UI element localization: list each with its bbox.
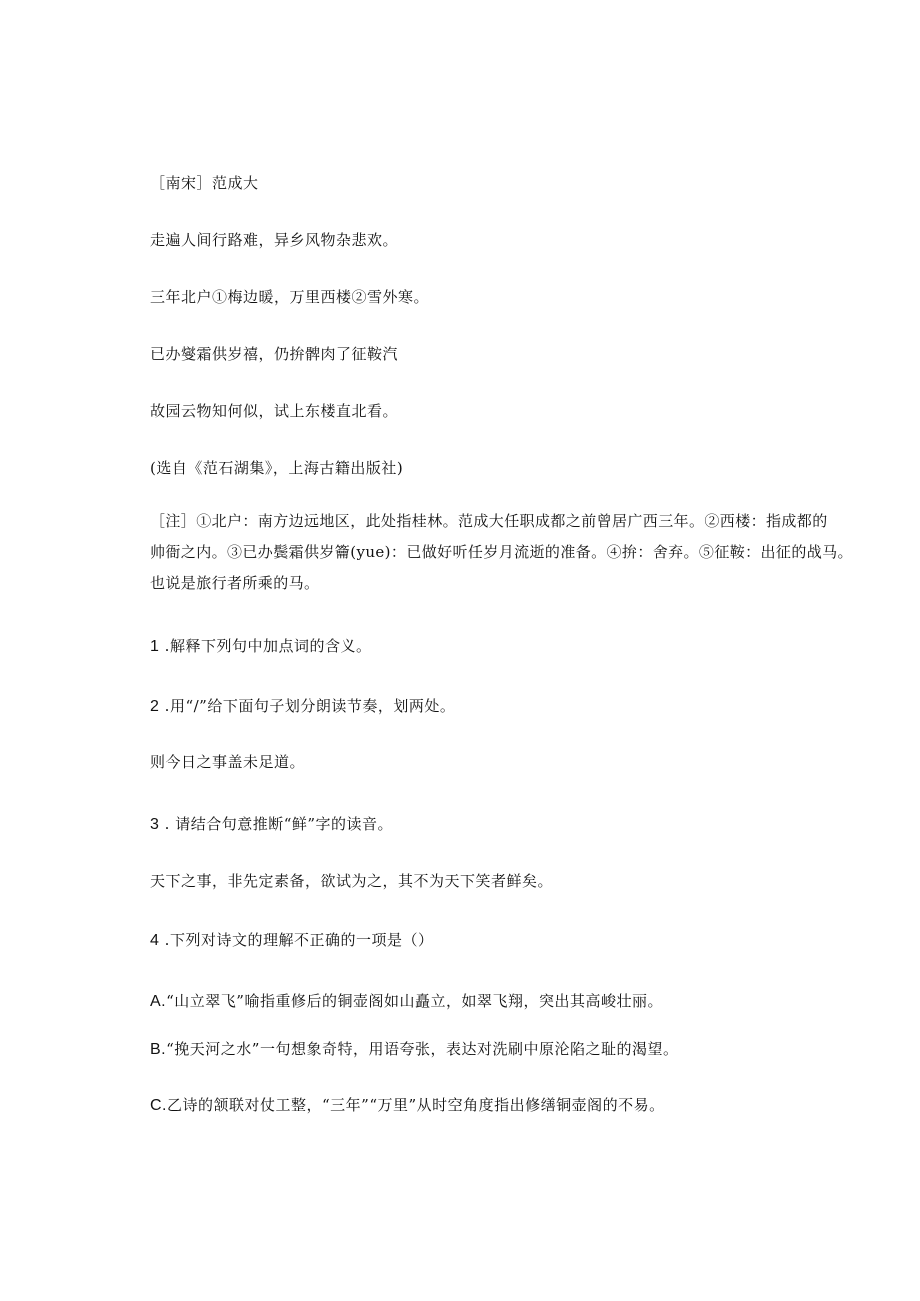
question-text: .用“/”给下面句子划分朗读节奏，划两处。 [159, 697, 456, 715]
question-text: .解释下列句中加点词的含义。 [159, 637, 372, 655]
question-number: 1 [150, 638, 160, 655]
option-text: “山立翠飞”喻指重修后的铜壶阁如山矗立，如翠飞翔，突出其高峻壮丽。 [166, 992, 663, 1010]
option-letter: A. [150, 993, 167, 1010]
question-number: 4 [150, 932, 160, 949]
note-line-1: ［注］①北户：南方边远地区，此处指桂林。范成大任职成都之前曾居广西三年。②西楼：指成都的 [150, 512, 828, 530]
annotation-notes [150, 506, 853, 599]
option-a [150, 991, 663, 1012]
option-letter: B. [150, 1041, 167, 1058]
option-text: 乙诗的颔联对仗工整，“三年”“万里”从时空角度指出修缮铜壶阁的不易。 [167, 1096, 665, 1114]
poem-line-1: 走遍人间行路难，异乡风物杂悲欢。 [150, 231, 399, 249]
note-line-2: 帅衙之内。③已办鬓霜供岁籥(yue)：已做好听任岁月流逝的准备。④拚：舍弃。⑤征鞍：出征的战马。 [150, 543, 853, 561]
question-2 [150, 696, 455, 717]
question-3-sentence: 天下之事，非先定素备，欲试为之，其不为天下笑者鲜矣。 [150, 872, 554, 890]
poem-line-4: 故园云物知何似，试上东楼直北看。 [150, 402, 399, 420]
option-b [150, 1039, 678, 1060]
question-number: 2 [150, 698, 160, 715]
question-4 [150, 930, 433, 951]
poem-line-2: 三年北户①梅边暖，万里西楼②雪外寒。 [150, 288, 430, 306]
question-text: .下列对诗文的理解不正确的一项是（） [159, 931, 434, 949]
option-text: “挽天河之水”一句想象奇特，用语夸张，表达对洗刷中原沦陷之耻的渴望。 [166, 1040, 679, 1058]
note-line-3: 也说是旅行者所乘的马。 [150, 574, 320, 592]
poem-author: ［南宋］范成大 [150, 174, 259, 192]
poem-line-3: 已办燮霜供岁禧，仍拚髀肉了征鞍汽 [150, 345, 399, 363]
poem-source: (选自《范石湖集》，上海古籍出版社) [150, 459, 404, 477]
question-3 [150, 814, 393, 835]
question-text: . 请结合句意推断“鲜”字的读音。 [159, 815, 394, 833]
question-2-sentence: 则今日之事盖未足道。 [150, 753, 306, 771]
question-1 [150, 636, 371, 657]
option-letter: C. [150, 1097, 167, 1114]
option-c [150, 1095, 665, 1116]
question-number: 3 [150, 816, 160, 833]
